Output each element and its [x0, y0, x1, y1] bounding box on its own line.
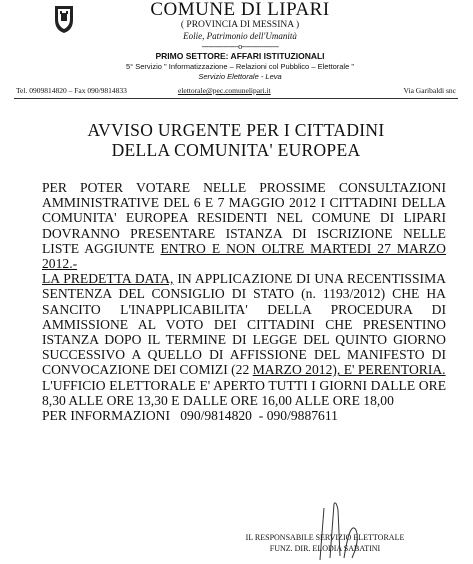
- paragraph-registration: [42, 180, 446, 271]
- signature-name: FUNZ. DIR. ELODIA SABATINI: [269, 544, 381, 553]
- notice-body: [42, 180, 446, 423]
- info-label: PER INFORMAZIONI: [42, 408, 171, 424]
- info-phone-1: 090/9814820: [180, 408, 252, 424]
- ornament-rule: -----------------o-----------------: [201, 42, 279, 51]
- deadline-text: ENTRO E NON OLTRE MARTEDI 27 MARZO 2012.-: [42, 240, 446, 272]
- address: Via Garibaldi snc: [403, 86, 456, 95]
- title-line-1: AVVISO URGENTE PER I CITTADINI: [87, 120, 385, 140]
- ruling-text: IN APPLICAZIONE DI UNA RECENTISSIMA SENTENZA DEL CONSIGLIO DI STATO (n. 1193/2012) CHE HA SANCITO L'INAPPLICABILITA' DELLA PROCEDURA DI AMMISSIONE AL VOTO DEI CITTADINI CHE PRESENTINO ISTANZA DOPO IL TERMINE DI LEGGE DEL QUINTO GIORNO SUCCESSIVO A QUELLO DI AFFISSIONE DEL MANIFESTO DI CONVOCAZIONE DEI COMIZI (22: [42, 271, 446, 378]
- title-line-2: DELLA COMUNITA' EUROPEA: [111, 140, 361, 160]
- header-divider: [14, 98, 458, 99]
- email-link[interactable]: elettorale@pec.comunelipari.it: [178, 86, 271, 95]
- municipal-crest-icon: [53, 4, 75, 34]
- paragraph-ruling: [42, 271, 446, 377]
- ruling-tail: MARZO 2012), E' PERENTORIA.: [252, 362, 446, 378]
- registration-text: PER POTER VOTARE NELLE PROSSIME CONSULTAZIONI AMMINISTRATIVE DEL 6 E 7 MAGGIO 2012 I CITTADINI DELLA COMUNITA' EUROPEA RESIDENTI NEL COMUNE DI LIPARI DOVRANNO PRESENTARE ISTANZA DI ISCRIZIONE NELLE LISTE AGGIUNTE: [42, 180, 446, 256]
- signature-block: [200, 532, 450, 554]
- paragraph-info: [42, 408, 446, 423]
- service-name: 5° Servizio " Informatizzazione – Relazioni col Pubblico – Elettorale ": [125, 62, 355, 71]
- ruling-lead: LA PREDETTA DATA,: [42, 271, 174, 287]
- notice-title: [20, 120, 452, 160]
- motto: Eolie, Patrimonio dell'Umanità: [183, 31, 297, 41]
- sector-heading: PRIMO SETTORE: AFFARI ISTITUZIONALI: [155, 51, 325, 61]
- province-name: ( PROVINCIA DI MESSINA ): [180, 20, 300, 30]
- signature-role: IL RESPONSABILE SERVIZIO ELETTORALE: [245, 533, 405, 542]
- contact-row: [16, 86, 456, 98]
- office-name: Servizio Elettorale - Leva: [198, 72, 282, 81]
- info-phone-2: 090/9887611: [266, 408, 338, 424]
- info-separator: -: [258, 408, 264, 424]
- municipality-name: COMUNE DI LIPARI: [150, 0, 330, 20]
- tel-fax: Tel. 0909814820 – Fax 090/9814833: [16, 86, 127, 95]
- paragraph-hours: L'UFFICIO ELETTORALE E' APERTO TUTTI I GIORNI DALLE ORE 8,30 ALLE ORE 13,30 E DALLE ORE 16,00 ALLE ORE 18,00: [42, 377, 446, 408]
